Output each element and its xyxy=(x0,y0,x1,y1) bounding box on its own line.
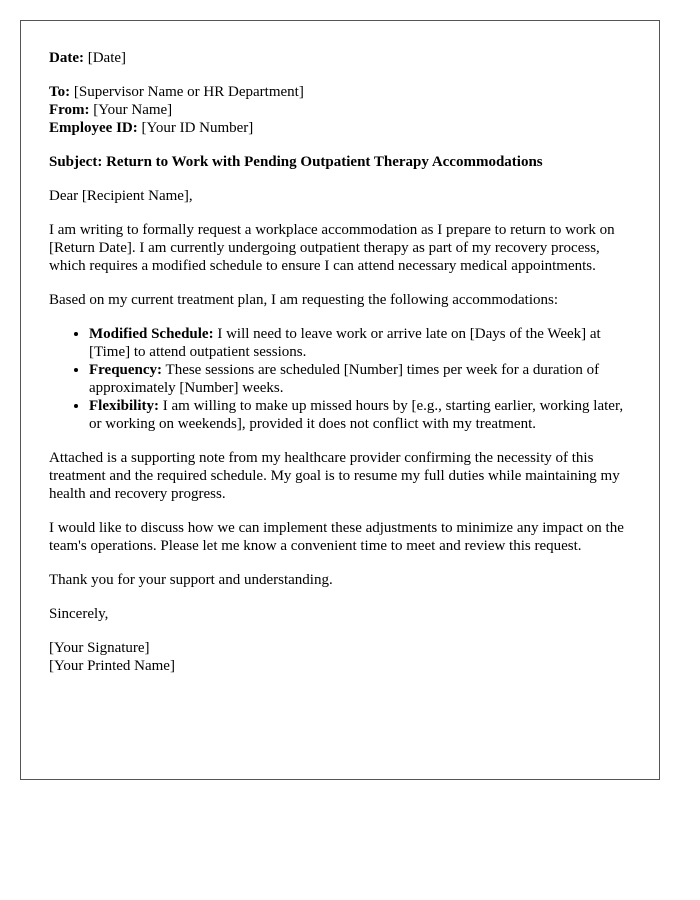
list-item xyxy=(89,325,631,361)
employee-id-value: [Your ID Number] xyxy=(141,120,254,136)
date-label: Date: xyxy=(49,50,84,66)
intro-paragraph: I am writing to formally request a workplace accommodation as I prepare to return to work on [Return Date]. I am currently undergoing outpatient therapy as part of my recovery process, which requires a modified schedule to ensure I can attend necessary medical appointments. xyxy=(49,222,615,274)
list-item xyxy=(89,397,631,433)
list-item xyxy=(89,361,631,397)
letter-page xyxy=(20,20,660,780)
accommodation-title: Frequency: xyxy=(89,362,163,378)
date-line xyxy=(49,49,631,67)
to-value: [Supervisor Name or HR Department] xyxy=(73,84,304,100)
accommodations-list xyxy=(49,325,631,433)
accommodation-text: These sessions are scheduled [Number] times per week for a duration of approximately [Number] weeks. xyxy=(89,362,600,396)
subject-line: Subject: Return to Work with Pending Outpatient Therapy Accommodations xyxy=(49,154,543,170)
valediction: Sincerely, xyxy=(49,606,109,622)
to-label: To: xyxy=(49,84,71,100)
from-value: [Your Name] xyxy=(93,102,173,118)
accommodation-title: Modified Schedule: xyxy=(89,326,214,342)
attachment-paragraph: Attached is a supporting note from my healthcare provider confirming the necessity of this treatment and the required schedule. My goal is to resume my full duties while maintaining my health and recovery progress. xyxy=(49,450,620,502)
discussion-paragraph: I would like to discuss how we can implement these adjustments to minimize any impact on the team's operations. Please let me know a convenient time to meet and review this request. xyxy=(49,520,624,554)
salutation: Dear [Recipient Name], xyxy=(49,188,193,204)
employee-id-line xyxy=(49,119,631,137)
thanks-paragraph: Thank you for your support and understanding. xyxy=(49,572,333,588)
employee-id-label: Employee ID: xyxy=(49,120,138,136)
to-line xyxy=(49,83,631,101)
accommodation-text: I am willing to make up missed hours by [e.g., starting earlier, working later, or working on weekends], provided it does not conflict with my treatment. xyxy=(89,398,624,432)
lead-in-paragraph: Based on my current treatment plan, I am requesting the following accommodations: xyxy=(49,292,559,308)
from-line xyxy=(49,101,631,119)
accommodation-title: Flexibility: xyxy=(89,398,159,414)
from-label: From: xyxy=(49,102,90,118)
signature-line: [Your Signature] xyxy=(49,640,150,656)
date-value: [Date] xyxy=(87,50,127,66)
printed-name-line: [Your Printed Name] xyxy=(49,658,175,674)
accommodation-text: I will need to leave work or arrive late on [Days of the Week] at [Time] to attend outpatient sessions. xyxy=(89,326,601,360)
